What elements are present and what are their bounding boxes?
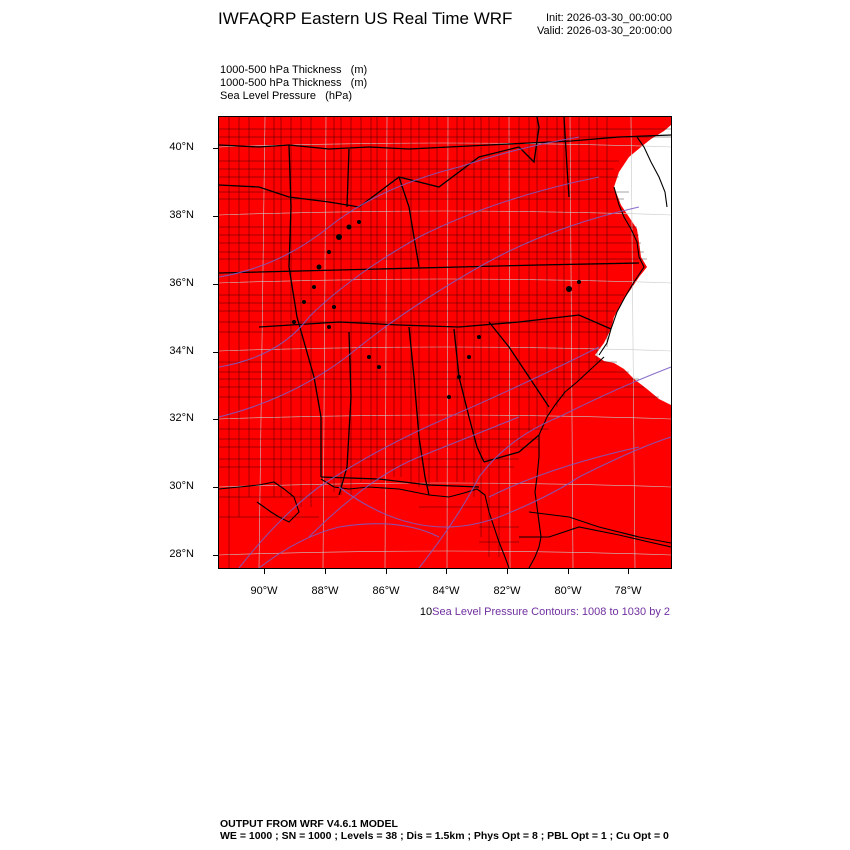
field-list: [220, 64, 367, 103]
lat-tick-1: [213, 216, 218, 217]
lat-label-40n: 40°N: [169, 141, 194, 153]
lat-tick-0: [213, 148, 218, 149]
chart-title: IWFAQRP Eastern US Real Time WRF: [218, 9, 513, 28]
lon-tick-2: [386, 569, 387, 574]
contour-legend-text: Sea Level Pressure Contours: 1008 to 1030 by 2: [432, 606, 670, 618]
lon-tick-5: [568, 569, 569, 574]
lat-label-38n: 38°N: [169, 209, 194, 221]
contour-legend: [420, 606, 670, 618]
run-times: [537, 12, 672, 38]
lon-label-84w: 84°W: [432, 585, 460, 597]
lon-label-90w: 90°W: [250, 585, 278, 597]
model-footer: [220, 818, 669, 842]
lat-tick-4: [213, 419, 218, 420]
lon-label-88w: 88°W: [311, 585, 339, 597]
lat-label-34n: 34°N: [169, 345, 194, 357]
lon-tick-1: [325, 569, 326, 574]
valid-time: Valid: 2026-03-30_20:00:00: [537, 25, 672, 37]
lon-tick-3: [446, 569, 447, 574]
contour-legend-prefix: 10: [419, 606, 433, 618]
lon-label-82w: 82°W: [493, 585, 521, 597]
thickness-fill: [219, 117, 671, 568]
footer-line-2: WE = 1000 ; SN = 1000 ; Levels = 38 ; Dis = 1.5km ; Phys Opt = 8 ; PBL Opt = 1 ; Cu Opt = 0: [220, 830, 669, 842]
lon-tick-4: [507, 569, 508, 574]
lat-label-36n: 36°N: [169, 277, 194, 289]
lat-label-30n: 30°N: [169, 480, 194, 492]
field-thickness-1: 1000-500 hPa Thickness (m): [220, 64, 368, 76]
lat-tick-2: [213, 284, 218, 285]
lat-tick-6: [213, 555, 218, 556]
footer-line-1: OUTPUT FROM WRF V4.6.1 MODEL: [220, 818, 398, 830]
lat-tick-5: [213, 487, 218, 488]
field-slp: Sea Level Pressure (hPa): [220, 90, 353, 102]
lat-tick-3: [213, 352, 218, 353]
lat-label-28n: 28°N: [169, 548, 194, 560]
lat-label-32n: 32°N: [169, 412, 194, 424]
map-canvas: [219, 117, 671, 568]
lon-label-86w: 86°W: [372, 585, 400, 597]
lon-label-80w: 80°W: [554, 585, 582, 597]
weather-map: [218, 116, 672, 569]
lon-tick-0: [264, 569, 265, 574]
lon-tick-6: [628, 569, 629, 574]
lon-label-78w: 78°W: [614, 585, 642, 597]
init-time: Init: 2026-03-30_00:00:00: [546, 12, 672, 24]
field-thickness-2: 1000-500 hPa Thickness (m): [220, 77, 368, 89]
